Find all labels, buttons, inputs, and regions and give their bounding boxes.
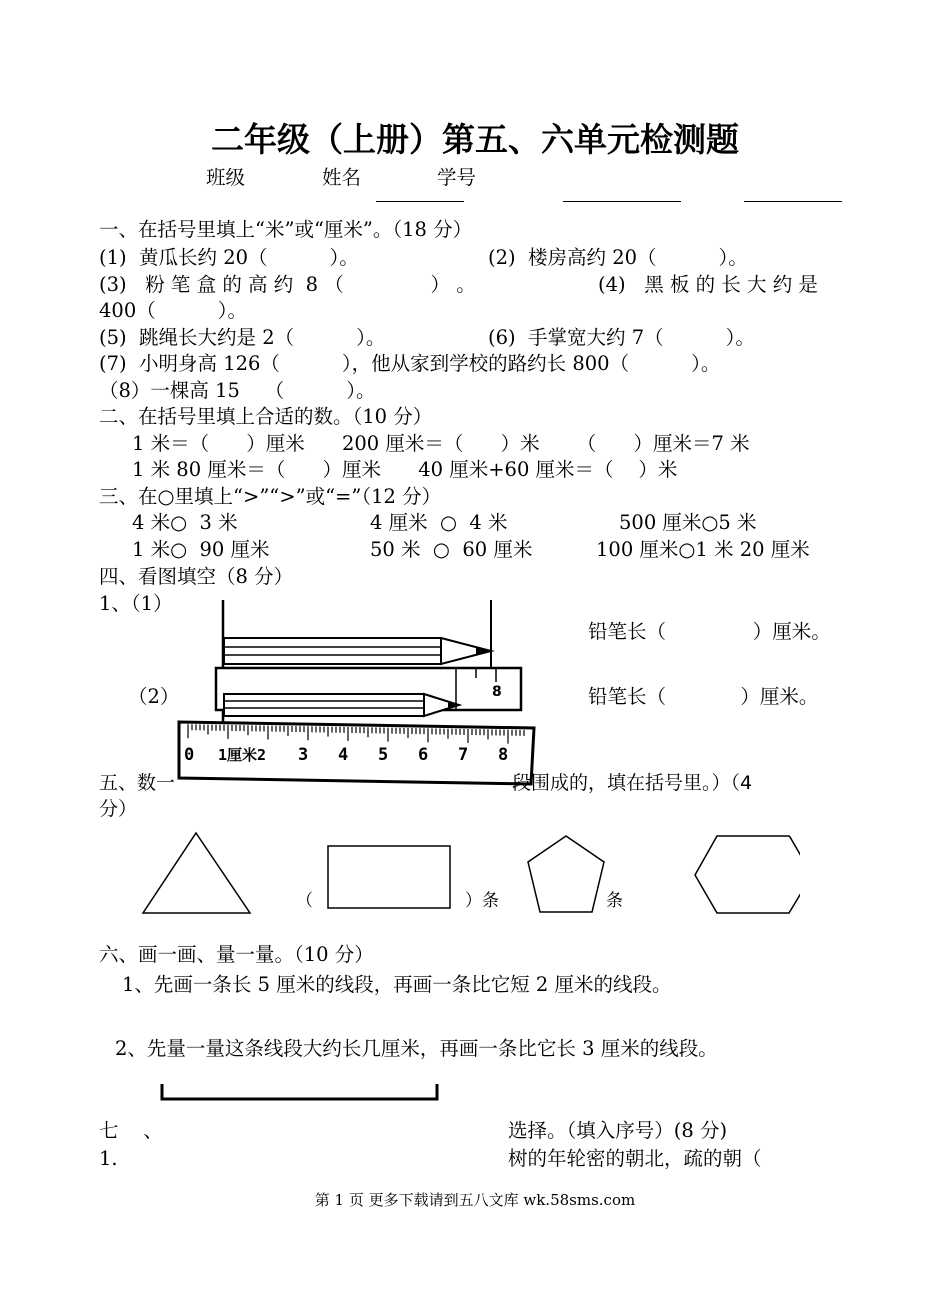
ruler-labels (184, 745, 508, 765)
rectangle-shape (328, 846, 450, 908)
sec2-heading: 二、在括号里填上合适的数。（10 分） (99, 405, 433, 428)
sec7-heading-right: 选择。（填入序号）(8 分) (508, 1119, 728, 1142)
sec4-heading: 四、看图填空（8 分） (99, 565, 294, 588)
class-label: 班级 (206, 166, 246, 189)
sec1-q3: (3) 粉 笔 盒 的 高 约 8 （ ） 。 (99, 273, 476, 296)
name-blank[interactable] (563, 201, 681, 202)
sec1-q6: (6) 手掌宽大约 7（ ）。 (488, 326, 755, 349)
sec5-heading-right: 段围成的，填在括号里。）（4 (512, 772, 753, 794)
pencil-1 (224, 638, 491, 664)
sec5-paren-close: ）条 (465, 891, 499, 911)
ruler-label: 1厘米2 (218, 746, 267, 764)
sec3-a3: 500 厘米○5 米 (619, 511, 757, 534)
name-label: 姓名 (322, 166, 362, 189)
sec4-item2: （2） (128, 685, 180, 708)
main-ruler (179, 722, 534, 784)
sec2-row1: 1 米＝（ ）厘米 200 厘米＝（ ）米 （ ）厘米＝7 米 (132, 432, 750, 455)
sec1-q7: (7) 小明身高 126（ ），他从家到学校的路约长 800（ ）。 (99, 352, 721, 375)
triangle-shape (143, 833, 250, 913)
class-blank[interactable] (376, 201, 464, 202)
measure-segment (158, 1082, 443, 1104)
ruler-label: 7 (458, 745, 469, 765)
sec1-q2: (2) 楼房高约 20（ ）。 (488, 246, 748, 269)
sec6-heading: 六、画一画、量一量。（10 分） (99, 943, 374, 966)
ruler-label: 6 (418, 745, 429, 765)
sec1-heading: 一、在括号里填上“米”或“厘米”。（18 分） (99, 218, 473, 241)
id-label: 学号 (437, 166, 477, 189)
pencil-2 (224, 694, 459, 716)
sec1-q4-cont: 400（ ）。 (99, 299, 247, 322)
ruler-label: 4 (338, 745, 349, 765)
sec2-row2: 1 米 80 厘米＝（ ）厘米 40 厘米+60 厘米＝（ ）米 (132, 458, 678, 481)
sec3-a2: 4 厘米 ○ 4 米 (370, 511, 508, 534)
sec1-q8: （8）一棵高 15 （ ）。 (99, 379, 376, 402)
id-blank[interactable] (744, 201, 842, 202)
small-ruler-label: 8 (492, 684, 502, 700)
sec6-q1: 1、先画一条长 5 厘米的线段，再画一条比它短 2 厘米的线段。 (122, 973, 672, 996)
sec3-b3: 100 厘米○1 米 20 厘米 (596, 538, 810, 561)
sec4-answer1: 铅笔长（ ）厘米。 (588, 620, 831, 643)
pencil-ruler-figure (176, 600, 536, 790)
sec1-q1: (1) 黄瓜长约 20（ ）。 (99, 246, 359, 269)
sec4-item1: 1、（1） (99, 592, 173, 615)
page-title: 二年级（上册）第五、六单元检测题 (211, 120, 739, 159)
sec3-b1: 1 米○ 90 厘米 (132, 538, 270, 561)
sec7-heading-left: 七 、 (99, 1119, 163, 1142)
sec5-heading-left: 五、数一 (99, 772, 176, 794)
sec3-b2: 50 米 ○ 60 厘米 (370, 538, 533, 561)
ruler-label: 8 (498, 745, 509, 765)
sec7-q1-num: 1. (99, 1147, 118, 1170)
sec1-q4: (4) 黑 板 的 长 大 约 是 (598, 273, 818, 296)
sec3-heading: 三、在○里填上“>”“>”或“=”（12 分） (99, 485, 442, 508)
hexagon-shape (695, 836, 800, 913)
sec5-tiao: 条 (606, 891, 623, 911)
sec4-answer2: 铅笔长（ ）厘米。 (588, 685, 819, 708)
ruler-label: 0 (184, 745, 195, 765)
sec5-heading-cont: 分） (99, 798, 138, 820)
pentagon-shape (528, 836, 604, 912)
ruler-label: 5 (378, 745, 389, 765)
sec6-q2: 2、先量一量这条线段大约长几厘米，再画一条比它长 3 厘米的线段。 (115, 1037, 718, 1060)
sec7-q1-text: 树的年轮密的朝北，疏的朝（ (508, 1147, 762, 1170)
page-footer: 第 1 页 更多下载请到五八文库 wk.58sms.com (314, 1191, 636, 1209)
sec3-a1: 4 米○ 3 米 (132, 511, 238, 534)
sec1-q5: (5) 跳绳长大约是 2（ ）。 (99, 326, 386, 349)
ruler-label: 3 (298, 745, 309, 765)
sec5-paren-open: （ (296, 891, 313, 911)
